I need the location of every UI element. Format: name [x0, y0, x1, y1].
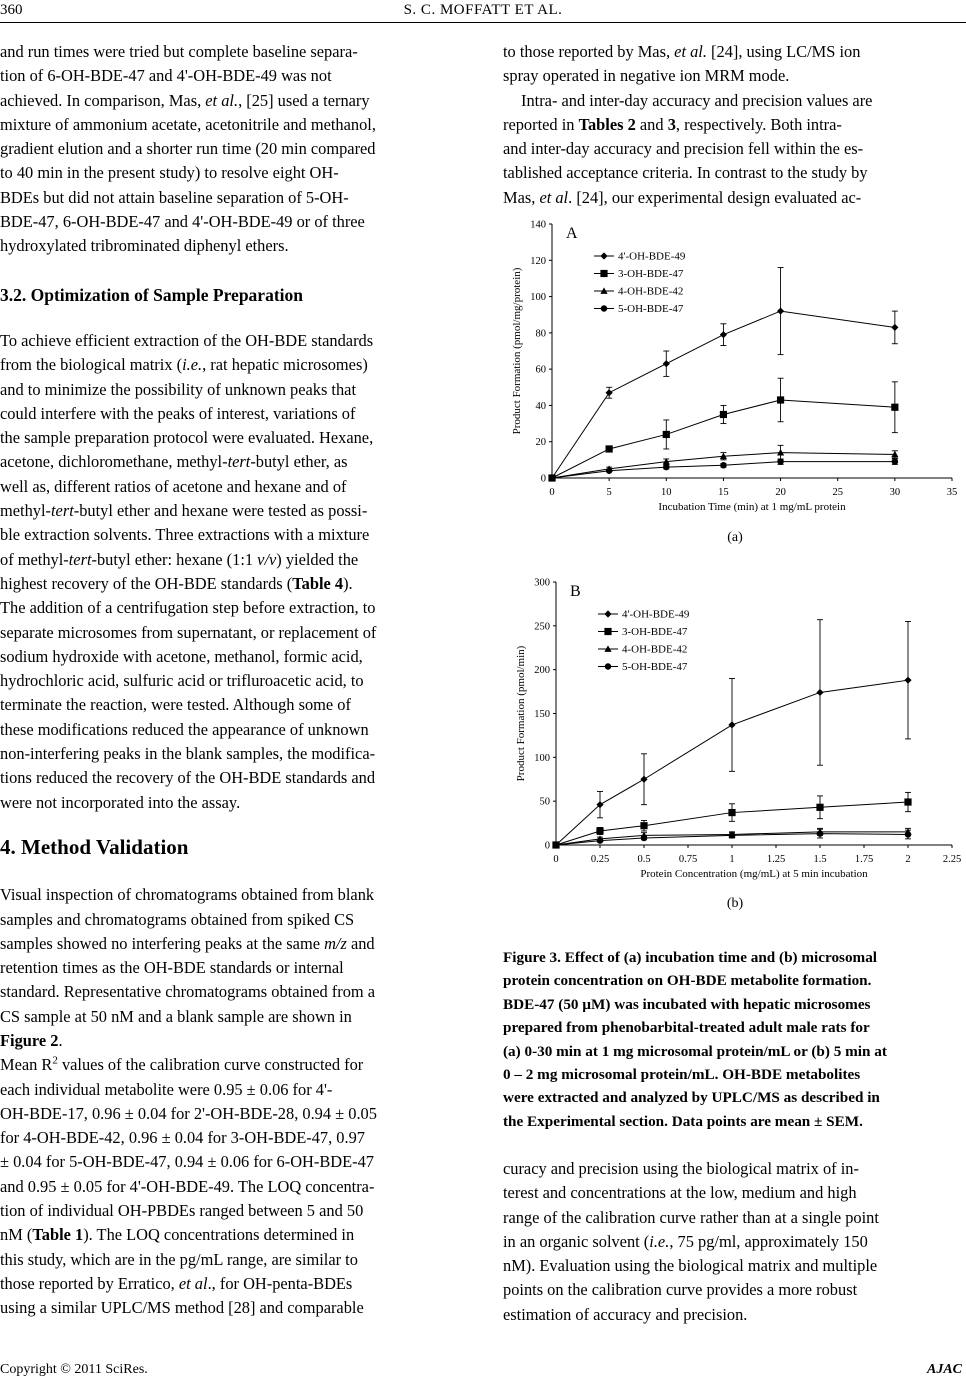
y-tick-label: 60: [535, 364, 546, 376]
data-point: [720, 331, 727, 338]
figure-caption: Figure 3. Effect of (a) incubation time and (b) microsomal protein concentration on OH-BDE metabolite formation. BDE-47 (50 µM) was incubated with hepatic microsomes prepared from phenobarbital-treated adult male rats for (a) 0-30 min at 1 mg microsomal protein/mL or (b) 5 min at 0 – 2 mg microsomal protein/mL. OH-BDE metabolites were extracted and analyzed by UPLC/MS as described in the Experimental section. Data points are mean ± SEM.: [503, 949, 887, 1130]
x-tick-label: 35: [946, 487, 958, 498]
y-tick-label: 80: [535, 328, 546, 340]
figure-3a: [505, 210, 965, 522]
data-point: [720, 462, 726, 468]
data-point: [904, 798, 911, 805]
header-rule: [0, 22, 966, 23]
data-point: [597, 837, 603, 843]
data-point: [606, 468, 612, 474]
y-tick-label: 250: [534, 621, 550, 633]
y-axis-title: Product Formation (pmol/mg/protein): [511, 267, 523, 435]
x-tick-label: 0.75: [678, 854, 698, 865]
paragraph-visual-inspection: Visual inspection of chromatograms obtained from blank samples and chromatograms obtained from spiked CS samples showed no interfering peaks at the same m/z and retention times as the OH-BDE standards or internal standard. Representative chromatograms obtained from a CS sample at 50 nM and a blank sample are shown in Figure 2.: [0, 885, 376, 1050]
data-point: [596, 827, 603, 834]
legend-marker: [604, 610, 611, 617]
legend-label: 3-OH-BDE-47: [622, 626, 688, 638]
right-column-bottom: [503, 1157, 964, 1327]
subfigure-label-a: (a): [727, 530, 743, 545]
data-point: [606, 445, 613, 452]
x-tick-label: 2: [905, 854, 911, 865]
y-tick-label: 140: [530, 219, 546, 231]
data-point: [891, 324, 898, 331]
x-tick-label: 25: [832, 487, 843, 498]
y-tick-label: 50: [539, 796, 550, 808]
data-point: [549, 475, 555, 481]
data-point: [816, 804, 823, 811]
y-tick-label: 100: [530, 292, 546, 304]
legend-marker: [605, 663, 611, 669]
data-point: [640, 776, 647, 783]
data-point: [892, 458, 898, 464]
legend-marker: [604, 628, 611, 635]
legend-label: 5-OH-BDE-47: [618, 303, 684, 315]
legend-label: 4-OH-BDE-42: [618, 285, 684, 298]
paragraph-calibration: Mean $R^2$ values of the calibration curve constructed for each individual metabolite were 0.95 ± 0.06 for 4'- OH-BDE-17, 0.96 ± 0.04 for 2'-OH-BDE-28, 0.94 ± 0.05 for 4-OH-BDE-42, 0.96 ± 0.04 for 3-OH-BDE-47, 0.97 ± 0.04 for 5-OH-BDE-47, 0.94 ± 0.06 for 6-OH-BDE-47 and 0.95 ± 0.05 for 4'-OH-BDE-49. The LOQ concentra- tion of individual OH-PBDEs ranged between 5 and 50 nM (Table 1). The LOQ concentrations determined in this study, which are in the pg/mL range, are similar to those reported by Erratico, et al., for OH-penta-BDEs using a similar UPLC/MS method [28] and comparable: [0, 1054, 377, 1318]
data-point: [663, 464, 669, 470]
x-tick-label: 5: [606, 487, 612, 498]
paragraph-run-times: and run times were tried but complete baseline separa- tion of 6-OH-BDE-47 and 4'-OH-BDE-49 was not achieved. In comparison, Mas, et al., [25] used a ternary mixture of ammonium acetate, acetonitrile and methanol, gradient elution and a shorter run time (20 min compared to 40 min in the present study) to resolve eight OH- BDEs but did not attain baseline separation of 5-OH- BDE-47, 6-OH-BDE-47 and 4'-OH-BDE-49 or of three hydroxylated tribrominated diphenyl ethers.: [0, 42, 376, 256]
x-tick-label: 30: [889, 487, 901, 498]
data-point: [816, 689, 823, 696]
legend-label: 4'-OH-BDE-49: [622, 608, 690, 621]
x-tick-label: 2.25: [942, 854, 962, 865]
chart-b-svg: [505, 570, 965, 888]
x-tick-label: 10: [661, 487, 672, 498]
legend-label: 3-OH-BDE-47: [618, 268, 684, 280]
y-tick-label: 100: [534, 752, 550, 764]
x-axis-title: Incubation Time (min) at 1 mg/mL protein: [658, 501, 846, 513]
x-axis-title: Protein Concentration (mg/mL) at 5 min incubation: [640, 868, 868, 880]
right-column-top: [503, 40, 964, 210]
chart-a-svg: [505, 210, 965, 522]
section-heading-4: 4. Method Validation: [0, 834, 189, 859]
x-tick-label: 1.75: [854, 854, 874, 865]
paragraph-matrix-evaluation: curacy and precision using the biological matrix of in- terest and concentrations at the low, medium and high range of the calibration curve rather than at a single point in an organic solvent (i.e., 75 pg/ml, approximately 150 nM). Evaluation using the biological matrix and multiple points on the calibration curve provides a more robust estimation of accuracy and precision.: [503, 1159, 879, 1324]
y-tick-label: 300: [534, 577, 550, 589]
legend-label: 4-OH-BDE-42: [622, 643, 688, 656]
y-tick-label: 40: [535, 400, 546, 412]
left-column: [0, 40, 461, 1321]
footer-journal: AJAC: [926, 1362, 962, 1377]
legend-marker: [600, 252, 607, 259]
data-point: [777, 396, 784, 403]
x-tick-label: 15: [718, 487, 729, 498]
subfigure-label-b: (b): [726, 896, 744, 911]
data-point: [640, 822, 647, 829]
paragraph-accuracy: Intra- and inter-day accuracy and precision values are reported in Tables 2 and 3, respectively. Both intra- and inter-day accuracy and precision fell within the es- tablished acceptance criteria. In contrast to the study by Mas, et al. [24], our experimental design evaluated ac-: [503, 90, 873, 207]
data-point: [777, 458, 783, 464]
data-point: [905, 831, 911, 837]
data-point: [728, 721, 735, 728]
data-point: [606, 389, 613, 396]
x-tick-label: 20: [775, 487, 786, 498]
x-tick-label: 0.5: [637, 854, 651, 865]
panel-label: B: [570, 583, 581, 600]
data-point: [641, 835, 647, 841]
data-point: [891, 404, 898, 411]
legend-marker: [600, 270, 607, 277]
data-point: [817, 830, 823, 836]
legend-marker: [601, 305, 607, 311]
data-point: [553, 842, 559, 848]
data-point: [663, 360, 670, 367]
data-point: [729, 832, 735, 838]
data-point: [904, 677, 911, 684]
y-tick-label: 200: [534, 665, 550, 677]
paragraph-mas-comparison: to those reported by Mas, et al. [24], using LC/MS ion spray operated in negative ion MRM mode.: [503, 42, 861, 86]
data-point: [777, 307, 784, 314]
page-number: 360: [0, 2, 23, 18]
x-tick-label: 0: [549, 487, 555, 498]
footer-copyright: Copyright © 2011 SciRes.: [0, 1362, 148, 1377]
running-header: [0, 0, 966, 26]
data-point: [720, 411, 727, 418]
panel-label: A: [566, 225, 578, 242]
data-point: [663, 431, 670, 438]
legend-label: 5-OH-BDE-47: [622, 661, 688, 673]
section-heading-3-2: 3.2. Optimization of Sample Preparation: [0, 284, 303, 305]
legend-label: 4'-OH-BDE-49: [618, 250, 686, 263]
x-tick-label: 0.25: [590, 854, 610, 865]
y-axis-title: Product Formation (pmol/min): [515, 645, 527, 782]
running-title: S. C. MOFFATT ET AL.: [403, 2, 563, 18]
y-tick-label: 120: [530, 255, 546, 267]
x-tick-label: 1.5: [813, 854, 827, 865]
y-tick-label: 0: [544, 840, 550, 852]
paragraph-sample-prep: To achieve efficient extraction of the OH-BDE standards from the biological matrix (i.e., rat hepatic microsomes) and to minimize the possibility of unknown peaks that could interfere with the peaks of interest, variations of the sample preparation protocol were evaluated. Hexane, acetone, dichloromethane, methyl-tert-butyl ether, as well as, different ratios of acetone and hexane and of methyl-tert-butyl ether and hexane were tested as possi- ble extraction solvents. Three extractions with a mixture of methyl-tert-butyl ether: hexane (1:1 v/v) yielded the highest recovery of the OH-BDE standards (Table 4). The addition of a centrifugation step before extraction, to separate microsomes from supernatant, or replacement of sodium hydroxide with acetone, methanol, formic acid, hydrochloric acid, sulfuric acid or trifluroacetic acid, to terminate the reaction, were tested. Although some of these modifications reduced the appearance of unknown non-interfering peaks in the blank samples, the modifica- tions reduced the recovery of the OH-BDE standards and were not incorporated into the assay.: [0, 330, 377, 812]
y-tick-label: 20: [535, 437, 546, 449]
data-point: [728, 809, 735, 816]
x-tick-label: 1.25: [766, 854, 786, 865]
y-tick-label: 150: [534, 709, 550, 720]
figure-3b: [505, 570, 965, 888]
x-tick-label: 0: [553, 854, 559, 865]
y-tick-label: 0: [540, 473, 546, 485]
x-tick-label: 1: [729, 854, 735, 865]
